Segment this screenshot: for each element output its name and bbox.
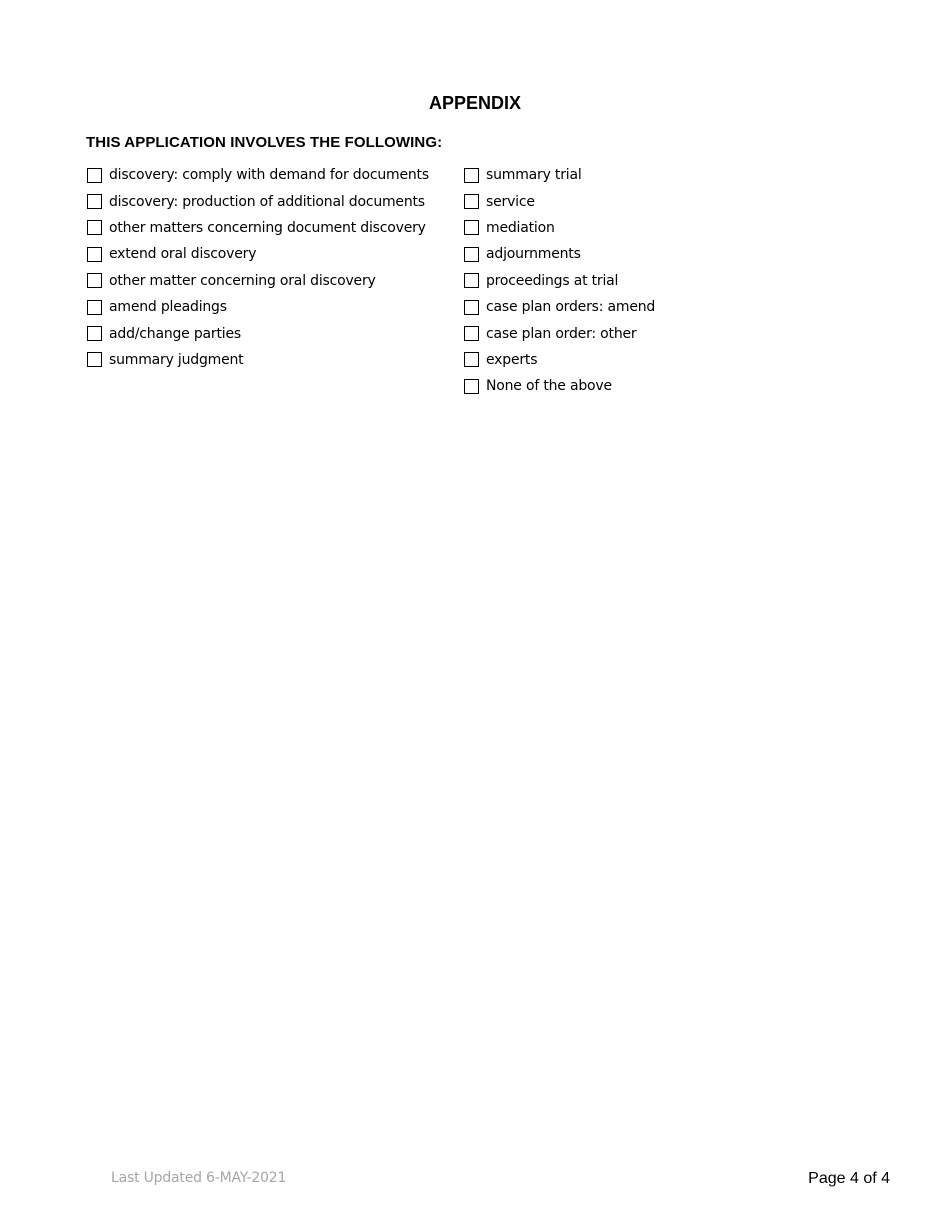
checkbox-label: amend pleadings bbox=[109, 299, 227, 316]
checkbox[interactable] bbox=[464, 379, 479, 394]
checklist-item[interactable] bbox=[87, 268, 429, 294]
checklist-item[interactable] bbox=[464, 320, 655, 346]
checklist-left-column bbox=[87, 162, 429, 373]
checklist-item[interactable] bbox=[87, 188, 429, 214]
checkbox[interactable] bbox=[87, 168, 102, 183]
checklist-item[interactable] bbox=[464, 162, 655, 188]
page-title: APPENDIX bbox=[428, 93, 522, 113]
checkbox[interactable] bbox=[87, 247, 102, 262]
checkbox[interactable] bbox=[464, 326, 479, 341]
page-number: Page 4 of 4 bbox=[808, 1170, 890, 1187]
checkbox-label: service bbox=[486, 193, 535, 210]
checkbox-label: mediation bbox=[486, 219, 555, 236]
checkbox[interactable] bbox=[464, 220, 479, 235]
checkbox-label: experts bbox=[486, 351, 538, 368]
checkbox[interactable] bbox=[464, 273, 479, 288]
checkbox-label: add/change parties bbox=[109, 325, 241, 342]
checkbox[interactable] bbox=[87, 273, 102, 288]
checklist-item[interactable] bbox=[464, 294, 655, 320]
checkbox-label: discovery: production of additional documents bbox=[109, 193, 425, 210]
last-updated-text: Last Updated 6-MAY-2021 bbox=[111, 1170, 287, 1186]
checklist-item[interactable] bbox=[464, 347, 655, 373]
checkbox[interactable] bbox=[87, 220, 102, 235]
checkbox[interactable] bbox=[87, 326, 102, 341]
checkbox-label: case plan orders: amend bbox=[486, 299, 656, 316]
checklist-item[interactable] bbox=[87, 215, 429, 241]
checklist-item[interactable] bbox=[464, 241, 655, 267]
checkbox-label: other matter concerning oral discovery bbox=[109, 272, 376, 289]
checklist-right-column bbox=[464, 162, 655, 400]
checkbox-label: proceedings at trial bbox=[486, 272, 619, 289]
checkbox[interactable] bbox=[464, 300, 479, 315]
checklist-item[interactable] bbox=[464, 188, 655, 214]
checkbox[interactable] bbox=[87, 300, 102, 315]
checklist-item[interactable] bbox=[87, 294, 429, 320]
checkbox-label: case plan order: other bbox=[486, 325, 637, 342]
section-heading: THIS APPLICATION INVOLVES THE FOLLOWING: bbox=[86, 134, 443, 151]
checklist-item[interactable] bbox=[464, 373, 655, 399]
checkbox-label: adjournments bbox=[486, 246, 581, 263]
checklist-item[interactable] bbox=[87, 347, 429, 373]
checkbox[interactable] bbox=[464, 352, 479, 367]
checkbox-label: other matters concerning document discovery bbox=[109, 219, 426, 236]
checkbox[interactable] bbox=[464, 194, 479, 209]
checkbox[interactable] bbox=[464, 247, 479, 262]
checklist-item[interactable] bbox=[87, 241, 429, 267]
checklist-item[interactable] bbox=[87, 320, 429, 346]
checklist-item[interactable] bbox=[464, 268, 655, 294]
checklist-item[interactable] bbox=[87, 162, 429, 188]
checkbox-label: None of the above bbox=[486, 378, 612, 395]
checkbox-label: extend oral discovery bbox=[109, 246, 257, 263]
checkbox[interactable] bbox=[87, 352, 102, 367]
checkbox[interactable] bbox=[87, 194, 102, 209]
checkbox-label: summary trial bbox=[486, 167, 582, 184]
checkbox-label: summary judgment bbox=[109, 351, 244, 368]
checklist-item[interactable] bbox=[464, 215, 655, 241]
checkbox-label: discovery: comply with demand for documents bbox=[109, 167, 429, 184]
checkbox[interactable] bbox=[464, 168, 479, 183]
